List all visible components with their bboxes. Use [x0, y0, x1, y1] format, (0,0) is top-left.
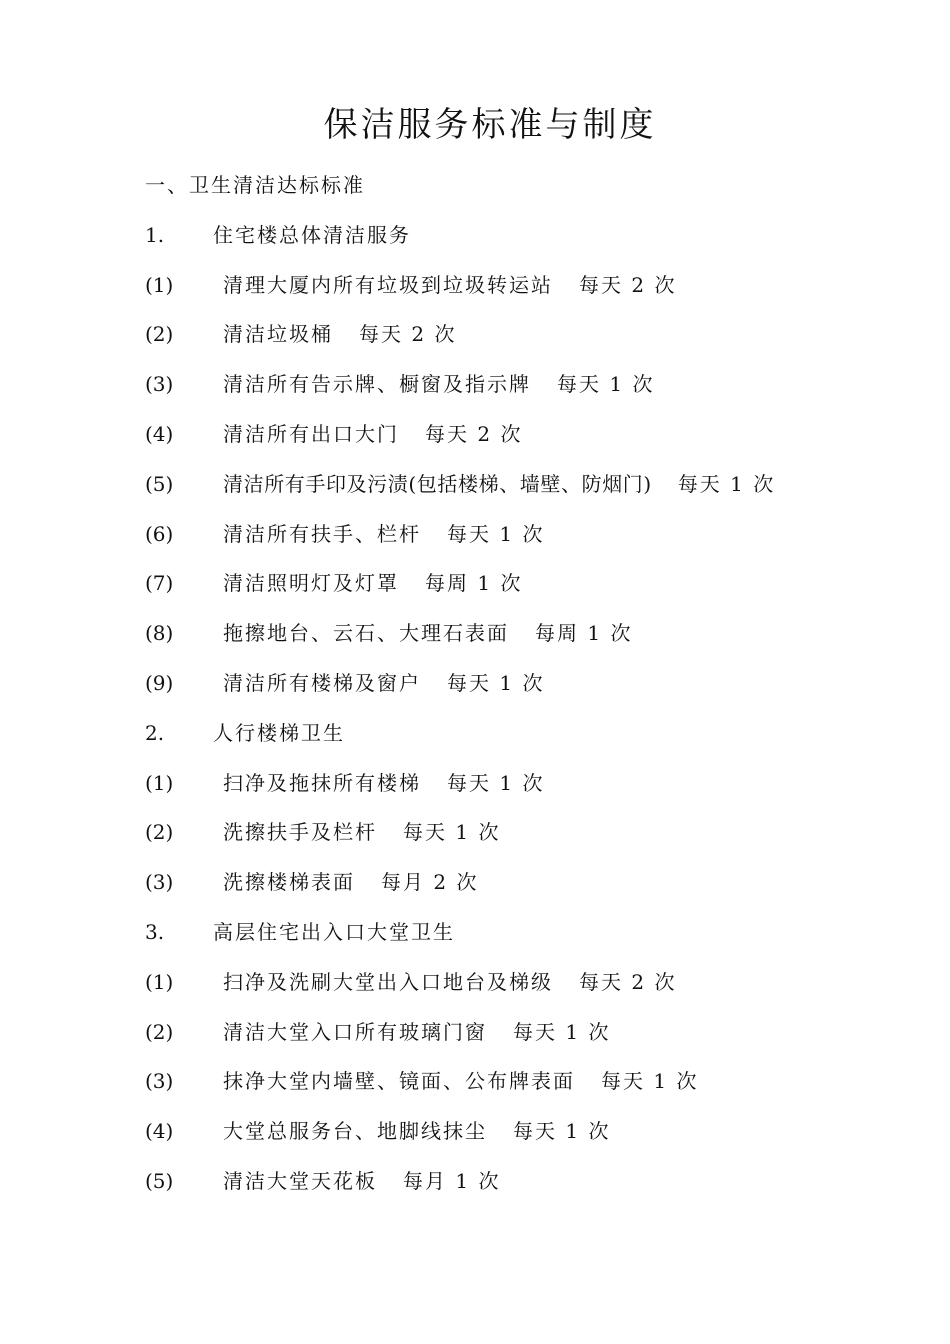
item-text: 清洁垃圾桶 [223, 322, 333, 347]
heading-text: 一、卫生清洁达标标准 [145, 173, 365, 197]
item-text: 清洁所有出口大门 [223, 421, 399, 446]
item-text: 扫净及洗刷大堂出入口地台及梯级 [223, 969, 553, 994]
item-number: (7) [145, 571, 174, 596]
item-text: 大堂总服务台、地脚线抹尘 [223, 1119, 487, 1144]
item-text: 扫净及拖抹所有楼梯 [223, 770, 421, 795]
list-item [145, 460, 905, 510]
section-number: 2. [145, 720, 165, 745]
list-item [145, 759, 905, 809]
item-frequency: 每天 2 次 [579, 969, 677, 994]
item-text: 清洁照明灯及灯罩 [223, 571, 399, 596]
section-heading [145, 161, 905, 211]
document-title: 保洁服务标准与制度 [323, 105, 657, 145]
list-item [145, 1107, 905, 1157]
item-number: (1) [145, 969, 174, 994]
list-item [145, 410, 905, 460]
section-3-title [145, 908, 905, 958]
item-text: 洗擦楼梯表面 [223, 870, 355, 895]
section-2-title [145, 709, 905, 759]
item-text: 清洁所有告示牌、橱窗及指示牌 [223, 372, 531, 397]
list-item [145, 360, 905, 410]
list-item [145, 510, 905, 560]
item-number: (3) [145, 372, 174, 397]
item-number: (3) [145, 1069, 174, 1094]
item-text: 清洁大堂入口所有玻璃门窗 [223, 1019, 487, 1044]
list-item [145, 858, 905, 908]
item-text: 清理大厦内所有垃圾到垃圾转运站 [223, 272, 553, 297]
item-number: (2) [145, 322, 174, 347]
document-body [145, 161, 905, 1207]
item-number: (3) [145, 870, 174, 895]
item-number: (2) [145, 1019, 174, 1044]
item-number: (5) [145, 471, 174, 496]
section-number: 3. [145, 919, 165, 944]
item-text: 清洁大堂天花板 [223, 1168, 377, 1193]
item-frequency: 每月 2 次 [381, 870, 479, 895]
list-item [145, 659, 905, 709]
item-frequency: 每天 1 次 [513, 1119, 611, 1144]
item-frequency: 每天 1 次 [601, 1069, 699, 1094]
item-frequency: 每天 1 次 [403, 820, 501, 845]
item-text: 抹净大堂内墙壁、镜面、公布牌表面 [223, 1069, 575, 1094]
item-frequency: 每天 1 次 [677, 471, 776, 496]
item-text: 清洁所有扶手、栏杆 [223, 521, 421, 546]
item-number: (9) [145, 670, 174, 695]
list-item [145, 1008, 905, 1058]
item-number: (5) [145, 1168, 174, 1193]
item-text: 清洁所有手印及污渍(包括楼梯、墙壁、防烟门) [223, 471, 652, 496]
item-frequency: 每天 2 次 [579, 272, 677, 297]
item-frequency: 每天 2 次 [425, 421, 523, 446]
item-number: (8) [145, 621, 174, 646]
item-frequency: 每天 1 次 [447, 521, 545, 546]
list-item [145, 808, 905, 858]
section-label: 高层住宅出入口大堂卫生 [213, 919, 455, 944]
item-frequency: 每周 1 次 [535, 621, 633, 646]
item-number: (2) [145, 820, 174, 845]
item-frequency: 每天 1 次 [513, 1019, 611, 1044]
item-number: (4) [145, 421, 174, 446]
list-item [145, 958, 905, 1008]
item-frequency: 每月 1 次 [403, 1168, 501, 1193]
item-text: 清洁所有楼梯及窗户 [223, 670, 421, 695]
list-item [145, 1057, 905, 1107]
item-number: (1) [145, 770, 174, 795]
section-1-title [145, 211, 905, 261]
section-number: 1. [145, 222, 165, 247]
item-frequency: 每天 1 次 [557, 372, 655, 397]
list-item [145, 559, 905, 609]
item-frequency: 每周 1 次 [425, 571, 523, 596]
item-number: (6) [145, 521, 174, 546]
item-frequency: 每天 1 次 [447, 670, 545, 695]
list-item [145, 261, 905, 311]
item-number: (4) [145, 1119, 174, 1144]
item-text: 洗擦扶手及栏杆 [223, 820, 377, 845]
item-frequency: 每天 1 次 [447, 770, 545, 795]
item-number: (1) [145, 272, 174, 297]
item-frequency: 每天 2 次 [359, 322, 457, 347]
list-item [145, 310, 905, 360]
section-label: 人行楼梯卫生 [213, 720, 345, 745]
list-item [145, 1157, 905, 1207]
list-item [145, 609, 905, 659]
section-label: 住宅楼总体清洁服务 [213, 222, 411, 247]
item-text: 拖擦地台、云石、大理石表面 [223, 621, 509, 646]
